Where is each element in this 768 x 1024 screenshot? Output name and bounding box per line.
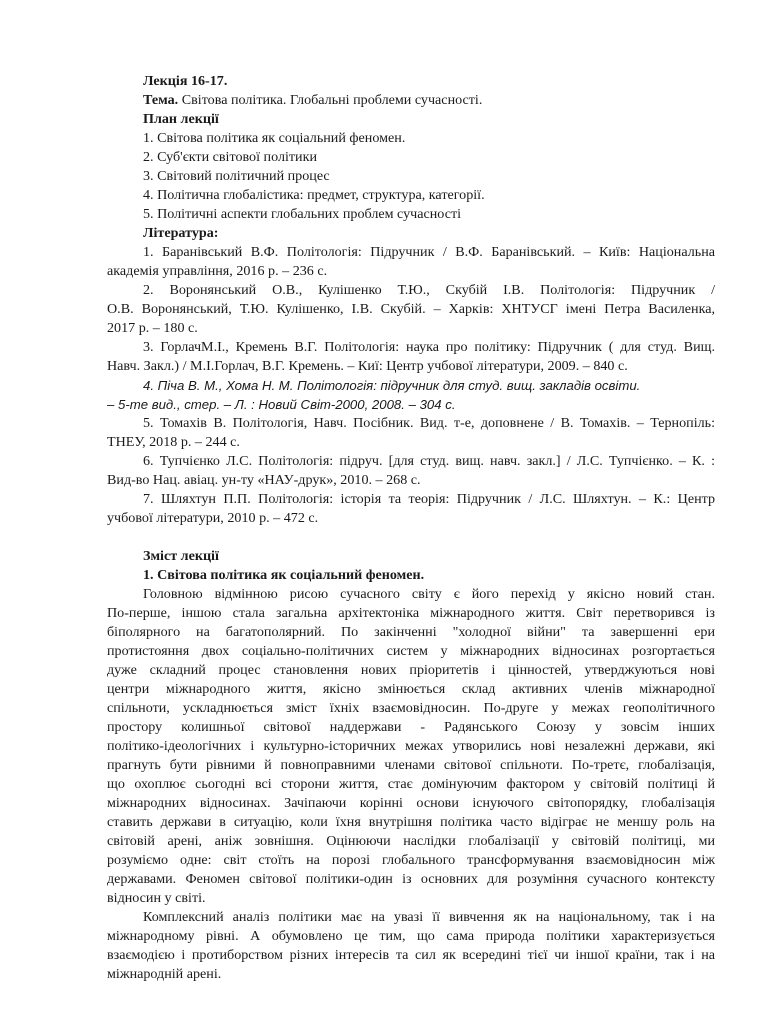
literature-heading: Література: <box>143 225 219 241</box>
paragraph-line: світовій арені, аніж зовнішня. Оцінюючи наслідки глобалізації у світовій політиці, ми <box>107 833 715 849</box>
literature-entry: 2. Воронянський О.В., Кулішенко Т.Ю., Скубій І.В. Політологія: Підручник / <box>143 282 715 298</box>
paragraph-line: міжнародних відносинах. Зачіпаючи корінні основи існуючого світопорядку, глобалізація <box>107 795 715 811</box>
literature-entry: 3. ГорлачМ.І., Кремень В.Г. Політологія: наука про політику: Підручник ( для студ. Вищ. <box>143 339 715 355</box>
literature-entry-cont: Навч. Закл.) / М.І.Горлач, В.Г. Кремень. – Киї: Центр учбової літератури, 2009. – 840 с. <box>107 358 628 374</box>
literature-entry-cont: О.В. Воронянський, Т.Ю. Кулішенко, І.В. Скубій. – Харків: ХНТУСГ імені Петра Василенка, <box>107 301 715 317</box>
plan-item: 4. Політична глобалістика: предмет, структура, категорії. <box>143 187 485 203</box>
content-heading: Зміст лекції <box>143 548 219 564</box>
paragraph-line: простору колишньої світової наддержави - Радянського Союзу у зовсім інших <box>107 719 715 735</box>
literature-entry-cont: Вид-во Нац. авіац. ун-ту «НАУ-друк», 2010. – 268 с. <box>107 472 421 488</box>
topic-text: Світова політика. Глобальні проблеми сучасності. <box>181 92 483 108</box>
plan-item: 1. Світова політика як соціальний феномен. <box>143 130 406 146</box>
literature-entry-cont: – 5-те вид., стер. – Л. : Новий Світ-2000, 2008. – 304 с. <box>107 397 456 412</box>
literature-entry-cont: учбової літератури, 2010 р. – 472 с. <box>107 510 319 526</box>
paragraph-line: центри міжнародного життя, якісно змінюється склад активних членів міжнародної <box>107 681 715 697</box>
paragraph-line: прагнуть бути рівними й повноправними членами світової спільноти. По-третє, глобалізація, <box>107 757 715 773</box>
paragraph-line: Комплексний аналіз політики має на увазі її вивчення як на національному, так і на <box>143 909 715 925</box>
paragraph-line: міжнародній арені. <box>107 966 222 982</box>
paragraph-line: державами. Феномен світової політики-один із основних для розуміння сучасного контексту <box>107 871 715 887</box>
paragraph-line: розуміємо одне: світ стоїть на порозі глобального трансформування взаємовідносин між <box>107 852 715 868</box>
plan-item: 5. Політичні аспекти глобальних проблем сучасності <box>143 206 462 222</box>
paragraph-line: що охоплює сьогодні всі сторони життя, стає домінуючим фактором у світовій політиці й <box>107 776 715 792</box>
plan-heading: План лекції <box>143 111 219 127</box>
literature-entry: 4. Піча В. М., Хома Н. М. Політологія: підручник для студ. вищ. закладів освіти. <box>143 378 641 393</box>
literature-entry: 5. Томахів В. Політологія, Навч. Посібник. Вид. т-е, доповнене / В. Томахів. – Тернопіль: <box>143 415 715 431</box>
plan-item: 3. Світовий політичний процес <box>143 168 330 184</box>
paragraph-line: відносин у світі. <box>107 890 206 906</box>
paragraph-line: ставить держави в ситуацію, коли їхня внутрішня політика часто відіграє не меншу роль на <box>107 814 715 830</box>
paragraph-line: біполярного на багатополярний. По закінченні "холодної війни" та завершенні ери <box>107 624 715 640</box>
literature-entry-cont: ТНЕУ, 2018 р. – 244 с. <box>107 434 240 450</box>
paragraph-line: Головною відмінною рисою сучасного світу є його перехід у якісно новий стан. <box>143 586 715 602</box>
paragraph-line: дуже складний процес становлення нових пріоритетів і цінностей, утверджуються нові <box>107 662 715 678</box>
literature-entry-cont: академія управління, 2016 р. – 236 с. <box>107 263 328 279</box>
plan-item: 2. Суб'єкти світової політики <box>143 149 317 165</box>
document-page <box>107 72 715 984</box>
literature-entry: 1. Баранівський В.Ф. Політологія: Підручник / В.Ф. Баранівський. – Київ: Національна <box>143 244 715 260</box>
lecture-number: Лекція 16-17. <box>143 73 228 89</box>
topic-label: Тема. <box>143 92 179 108</box>
section-title: 1. Світова політика як соціальний феномен. <box>143 567 425 583</box>
paragraph-line: По-перше, іншою стала загальна архітектоніка міжнародного життя. Світ перетворився із <box>107 605 715 621</box>
paragraph-line: взаємодією і протиборством різних інтересів та сил як всередині тієї чи іншої країни, так і на <box>107 947 715 963</box>
literature-entry-cont: 2017 р. – 180 с. <box>107 320 198 336</box>
literature-entry: 6. Тупчієнко Л.С. Політологія: підруч. [для студ. вищ. навч. закл.] / Л.С. Тупчієнко. – К. : <box>143 453 715 469</box>
paragraph-line: спільноти, ускладнюється зміст їхніх взаємовідносин. По-друге у межах геополітичного <box>107 700 715 716</box>
lecture-topic <box>107 91 715 110</box>
paragraph-line: міжнародному рівні. А обумовлено це тим, що сама природа політики характеризується <box>107 928 715 944</box>
paragraph-line: протистояння двох соціально-політичних систем у міжнародних відносинах розгортається <box>107 643 715 659</box>
paragraph-line: політико-ідеологічних і культурно-історичних межах утворились нові незалежні держави, які <box>107 738 715 754</box>
literature-entry: 7. Шляхтун П.П. Політологія: історія та теорія: Підручник / Л.С. Шляхтун. – К.: Центр <box>143 491 715 507</box>
spacer <box>107 528 715 547</box>
